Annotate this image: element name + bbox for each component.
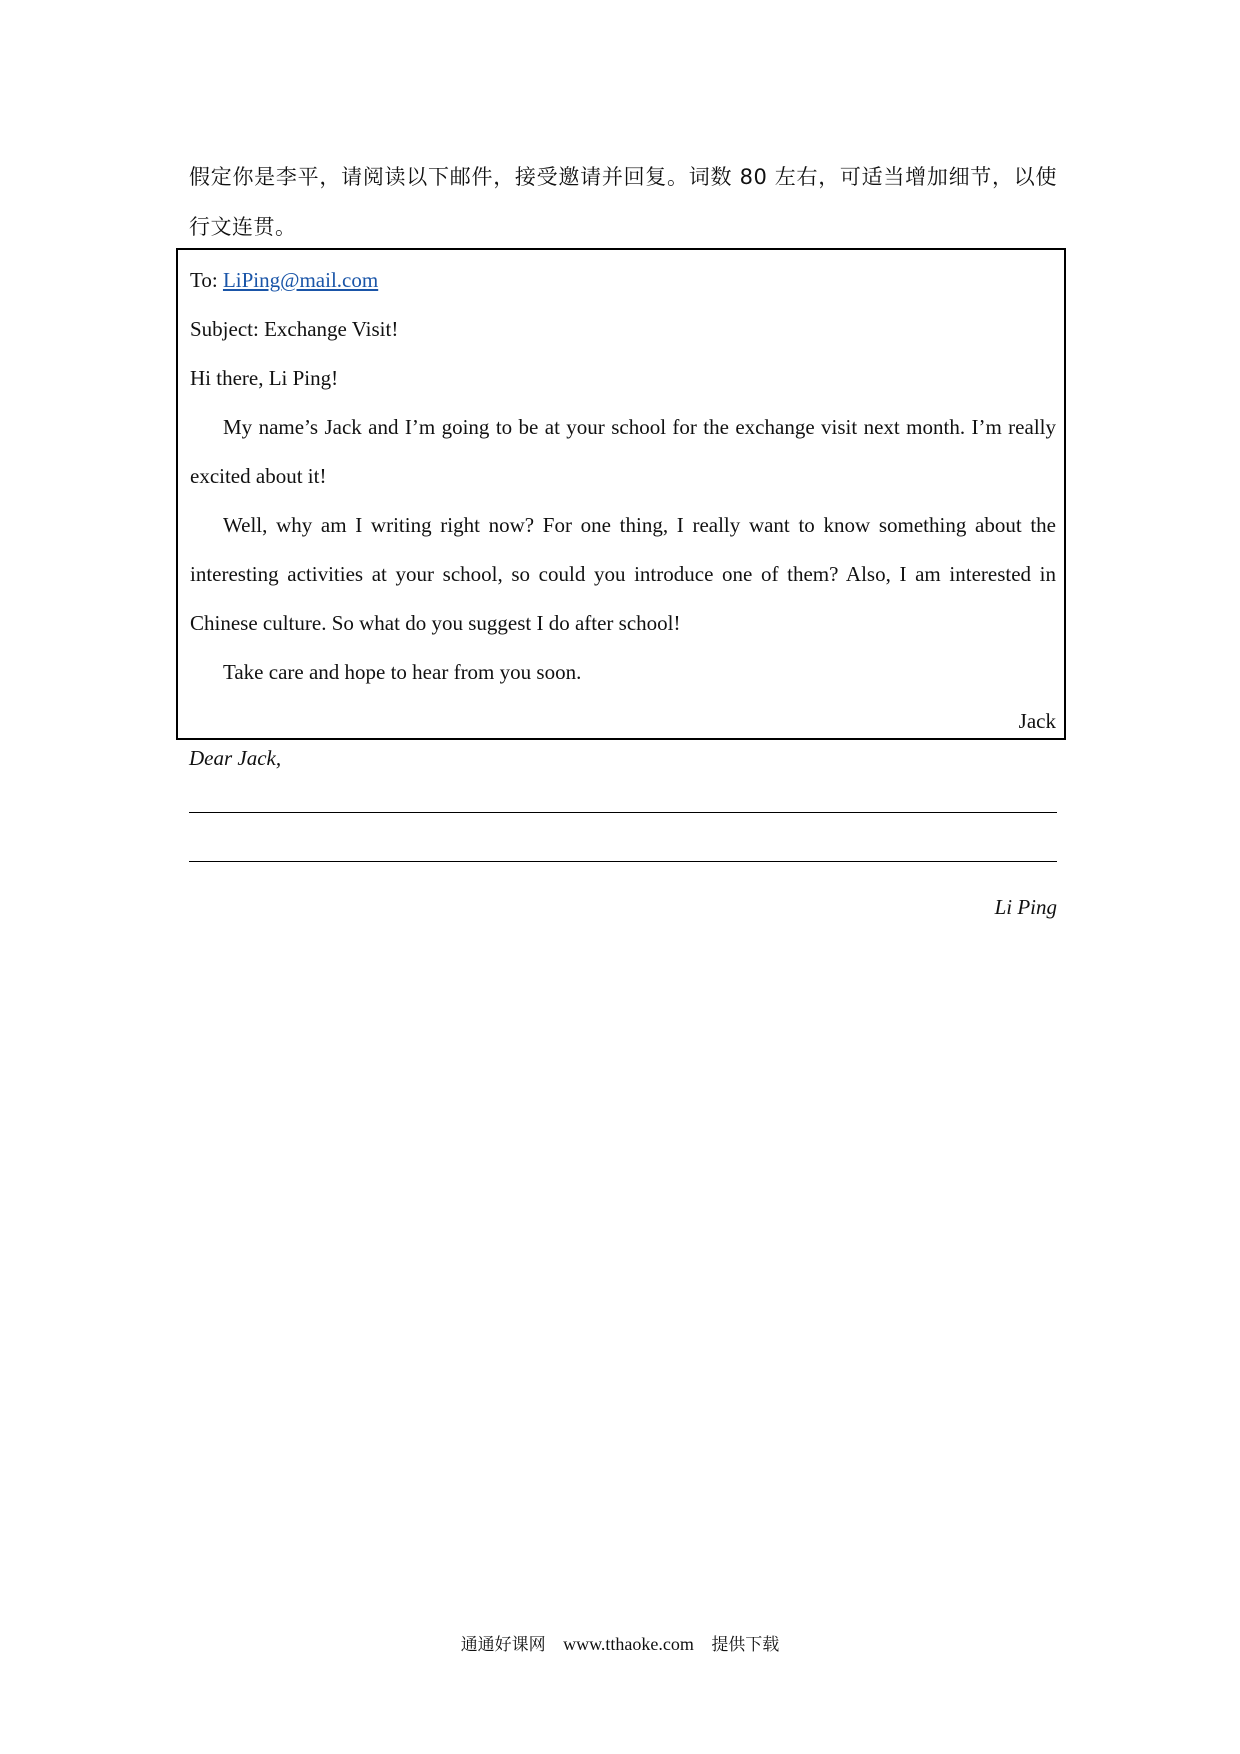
task-instruction: 假定你是李平，请阅读以下邮件，接受邀请并回复。词数 80 左右，可适当增加细节，以使行文连贯。 xyxy=(189,165,1057,239)
email-subject: Subject: Exchange Visit! xyxy=(190,317,399,341)
email-box xyxy=(176,248,1066,740)
email-address-link[interactable]: LiPing@mail.com xyxy=(222,268,379,292)
email-content xyxy=(190,256,1056,746)
footer-tail: 提供下载 xyxy=(711,1635,780,1655)
reply-signature: Li Ping xyxy=(994,895,1057,919)
email-to-label: To: xyxy=(190,268,223,292)
answer-line[interactable] xyxy=(189,812,1057,813)
page-footer xyxy=(0,1630,1240,1655)
email-greeting: Hi there, Li Ping! xyxy=(190,366,339,390)
answer-line[interactable] xyxy=(189,861,1057,862)
footer-site-link[interactable]: www.tthaoke.com xyxy=(563,1634,694,1654)
email-paragraph: Well, why am I writing right now? For one thing, I really want to know something about the interesting activities at your school, so could you introduce one of them? Also, I am interested in Chinese culture. So what do you suggest I do after school! xyxy=(190,513,1056,635)
email-paragraph: My name’s Jack and I’m going to be at your school for the exchange visit next month. I’m really excited about it! xyxy=(190,415,1056,488)
email-paragraph: Take care and hope to hear from you soon. xyxy=(223,660,582,684)
reply-greeting: Dear Jack, xyxy=(189,746,282,770)
email-signoff: Jack xyxy=(1018,709,1056,733)
email-to-line xyxy=(190,256,1056,305)
footer-brand: 通通好课网 xyxy=(460,1635,546,1655)
